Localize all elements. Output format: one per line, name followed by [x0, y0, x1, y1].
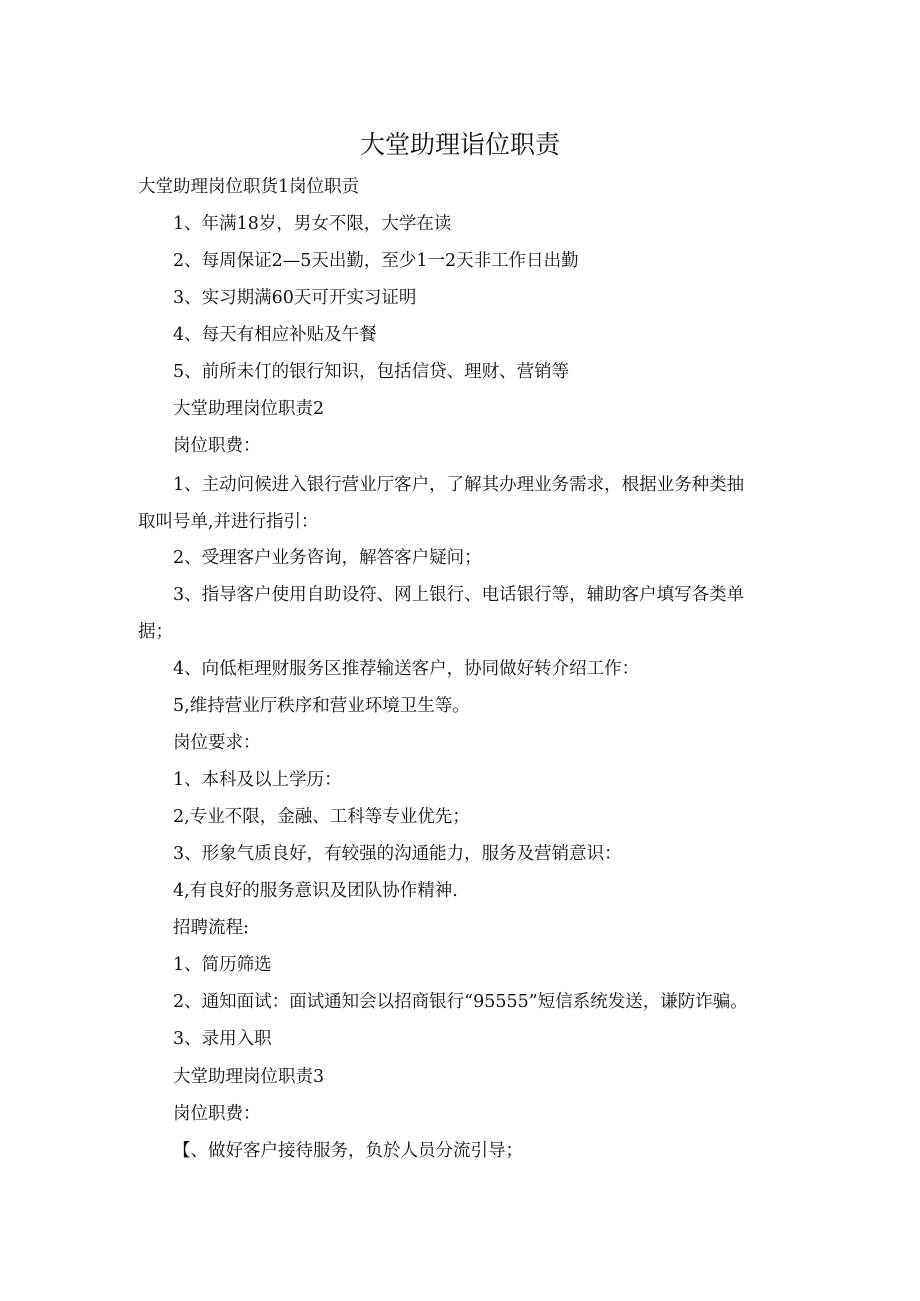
body-line: 2、每周保证2—5天出勤，至少1一2天非工作日出勤 — [173, 251, 579, 271]
body-line-continuation: 取叫号单,并进行指引： — [138, 512, 319, 532]
body-line: 5,维持营业厅秩序和营业环境卫生等。 — [173, 696, 470, 716]
body-line: 【、做好客户接待服务，负於人员分流引导； — [173, 1141, 523, 1161]
subsection-heading: 岗位要求： — [173, 733, 261, 753]
body-line: 3、形象气质良好，有较强的沟通能力，服务及营销意识： — [173, 844, 622, 864]
body-line: 1、年满18岁，男女不限，大学在读 — [173, 214, 452, 234]
body-line: 2、通知面试：面试通知会以招商银行“95555”短信系统发送，谦防诈骗。 — [173, 992, 748, 1012]
body-line: 1、本科及以上学历： — [173, 770, 342, 790]
body-line: 1、简历筛选 — [173, 955, 272, 975]
body-line: 3、指导客户使用自助设符、网上银行、电话银行等，辅助客户填写各类单 — [173, 585, 745, 605]
body-line: 5、前所未仃的银行知识，包括信贷、理财、营销等 — [173, 362, 570, 382]
document-title: 大堂助理诣位职责 — [359, 130, 560, 159]
body-line: 4,有良好的服务意识及团队协作精神. — [173, 881, 458, 901]
body-line-continuation: 据； — [138, 622, 173, 642]
body-line: 2,专业不限，金融、工科等专业优先； — [173, 807, 470, 827]
body-line: 3、实习期满60天可开实习证明 — [173, 288, 417, 308]
section-heading: 大堂助理岗位职责3 — [173, 1067, 325, 1087]
subsection-heading: 招聘流程: — [173, 918, 249, 938]
body-line: 1、主动问候进入银行营业厅客户，了解其办理业务需求，根据业务种类抽 — [173, 475, 745, 495]
body-line: 2、受理客户业务咨询，解答客户疑问； — [173, 548, 482, 568]
body-line: 4、向低柜理财服务区推荐输送客户，协同做好转介绍工作： — [173, 659, 640, 679]
body-line: 4、每天有相应补贴及午餐 — [173, 325, 377, 345]
subsection-heading: 岗位职费： — [173, 436, 261, 456]
section-heading: 大堂助理岗位职责2 — [173, 399, 325, 419]
intro-heading: 大堂助理岗位职货1岗位职贡 — [138, 177, 360, 197]
subsection-heading: 岗位职费： — [173, 1104, 261, 1124]
body-line: 3、录用入职 — [173, 1029, 272, 1049]
